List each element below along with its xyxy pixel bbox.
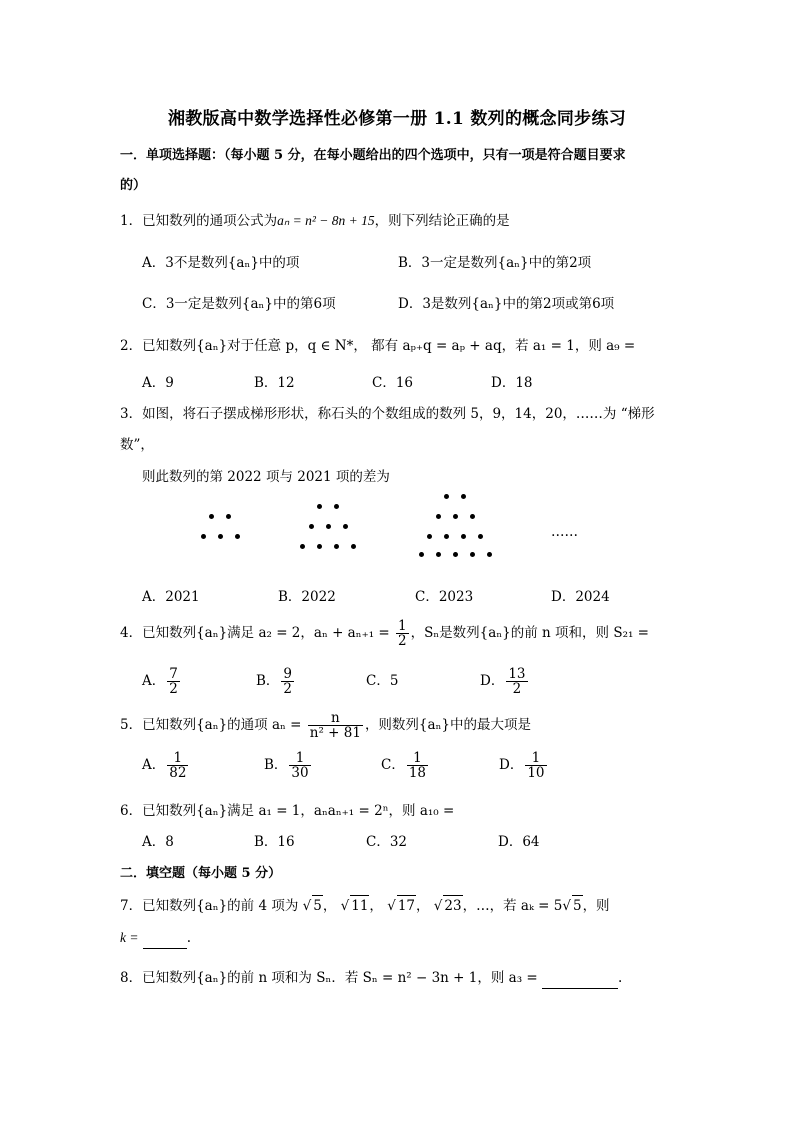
q7-stem-prefix: 7．已知数列{aₙ}的前 4 项为: [120, 898, 299, 914]
q5-stem-prefix: 5．已知数列{aₙ}的通项 aₙ =: [120, 717, 302, 733]
q3-stem-line1: 3．如图，将石子摆成梯形形状，称石头的个数组成的数列 5，9，14，20，……为 “梯形: [120, 406, 655, 422]
stone-dot: [351, 544, 356, 549]
q4-frac-den: 2: [398, 633, 407, 649]
q6-option-c[interactable]: C．32: [366, 834, 408, 850]
q4-option-d-frac: [506, 667, 527, 696]
section1-header: 一．单项选择题：（每小题 5 分，在每小题给出的四个选项中，只有一项是符合题目要求: [120, 148, 626, 163]
q4-option-b-label: B．: [256, 673, 280, 689]
q6-option-a[interactable]: A．8: [142, 834, 174, 850]
stone-dot: [478, 534, 483, 539]
q7-period: .: [186, 930, 192, 946]
section2-header: 二．填空题（每小题 5 分）: [120, 866, 282, 881]
stone-dot: [201, 534, 206, 539]
q5-option-a-frac: [167, 751, 188, 780]
stone-dot: [334, 544, 339, 549]
q4-frac-num: 1: [398, 618, 407, 634]
frac-den: 30: [291, 765, 309, 781]
q7-root-4: 23: [443, 895, 462, 916]
q5-stem-suffix: ，则数列{aₙ}中的最大项是: [364, 717, 532, 733]
q1-option-c[interactable]: C．3一定是数列{aₙ}中的第6项: [142, 296, 336, 312]
stone-dot: [436, 552, 441, 557]
stone-dot: [470, 514, 475, 519]
stone-dot: [235, 534, 240, 539]
q7-answer-blank[interactable]: [143, 928, 187, 949]
q4-option-c[interactable]: C．5: [366, 673, 399, 689]
q5-fraction: [308, 711, 363, 740]
q7-root-3: 17: [397, 895, 416, 916]
q7-root-2: 11: [350, 895, 369, 916]
q7-root-5: 5: [572, 895, 583, 916]
stone-dot: [444, 494, 449, 499]
stone-dot: [317, 504, 322, 509]
stone-dot: [343, 524, 348, 529]
stone-dot: [209, 514, 214, 519]
q4-option-b[interactable]: [256, 664, 296, 698]
q1-option-d[interactable]: D．3是数列{aₙ}中的第2项或第6项: [398, 296, 615, 312]
q3-figure-ellipsis: ……: [551, 524, 578, 540]
q4-option-d-label: D．: [480, 673, 505, 689]
q1-option-b[interactable]: B．3一定是数列{aₙ}中的第2项: [398, 255, 592, 271]
q2-option-d[interactable]: D．18: [491, 375, 533, 391]
q6-option-d[interactable]: D．64: [498, 834, 540, 850]
frac-num: 1: [289, 751, 310, 766]
q7-root-1: 5: [312, 895, 323, 916]
q4-option-a-label: A．: [142, 673, 166, 689]
stone-dot: [453, 552, 458, 557]
q6-stem: 6．已知数列{aₙ}满足 a₁ = 1，aₙaₙ₊₁ = 2ⁿ，则 a₁₀ =: [120, 803, 455, 819]
q2-stem: 2．已知数列{aₙ}对于任意 p，q ∈ N*， 都有 aₚ₊q = aₚ + aq，若 a₁ = 1，则 a₉ =: [120, 338, 636, 354]
stone-dot: [453, 514, 458, 519]
q1-option-a[interactable]: A．3不是数列{aₙ}中的项: [142, 255, 300, 271]
stone-dot: [218, 534, 223, 539]
frac-num: 1: [167, 751, 188, 766]
q4-option-a-frac: [167, 667, 180, 696]
stone-dot: [461, 534, 466, 539]
q5-option-c[interactable]: [381, 748, 430, 782]
page-title: 湘教版高中数学选择性必修第一册 1.1 数列的概念同步练习: [167, 109, 627, 129]
q5-option-d-label: D．: [499, 757, 524, 773]
q5-option-a[interactable]: [142, 748, 190, 782]
q3-stem-line3: 则此数列的第 2022 项与 2021 项的差为: [142, 469, 390, 485]
q5-option-c-label: C．: [381, 757, 405, 773]
q5-stem: [120, 708, 531, 742]
stone-dot: [470, 552, 475, 557]
q6-option-b[interactable]: B．16: [254, 834, 295, 850]
stone-dot: [461, 494, 466, 499]
q4-option-d[interactable]: [480, 664, 530, 698]
q8-answer-blank[interactable]: [542, 968, 618, 989]
frac-num: 9: [283, 666, 293, 682]
q7-stem-mid: ，…，若 aₖ = 5: [462, 898, 563, 914]
frac-den: 18: [408, 765, 427, 781]
frac-den: 82: [169, 765, 187, 781]
stone-dot: [334, 504, 339, 509]
q8-stem: [120, 968, 622, 989]
frac-den: 2: [512, 681, 522, 697]
q5-option-b-frac: [289, 751, 310, 780]
q5-frac-den: n² + 81: [309, 725, 361, 741]
q1-stem: [120, 211, 510, 231]
q2-option-a[interactable]: A．9: [142, 375, 174, 391]
stone-dot: [309, 524, 314, 529]
q7-k-label: k =: [120, 930, 139, 945]
frac-den: 10: [527, 765, 545, 781]
q1-stem-suffix: ，则下列结论正确的是: [374, 213, 510, 229]
q5-option-d-frac: [525, 751, 546, 780]
q5-option-d[interactable]: [499, 748, 549, 782]
q8-period: .: [618, 970, 623, 986]
q7-stem: 7．已知数列{aₙ}的前 4 项为 √ 5， √ 11， √ 17， √ 23，…，若 aₖ = 5√ 5，则: [120, 895, 610, 916]
stone-dot: [300, 544, 305, 549]
q5-frac-num: n: [308, 711, 363, 726]
q1-stem-prefix: 1．已知数列的通项公式为: [120, 213, 278, 229]
stone-dot: [326, 524, 331, 529]
section1-header-cont: 的）: [120, 178, 147, 193]
stone-dot: [317, 544, 322, 549]
frac-num: 13: [508, 666, 526, 682]
stone-dot: [419, 552, 424, 557]
q5-option-b-label: B．: [264, 757, 288, 773]
q4-option-b-frac: [281, 667, 294, 696]
stone-dot: [444, 534, 449, 539]
q4-fraction: [396, 619, 409, 648]
stone-dot: [436, 514, 441, 519]
q3-option-a[interactable]: A．2021: [142, 589, 200, 605]
frac-num: 1: [407, 751, 428, 766]
q5-option-a-label: A．: [142, 757, 166, 773]
frac-den: 2: [169, 681, 178, 697]
q5-option-b[interactable]: [264, 748, 313, 782]
q3-option-d[interactable]: D．2024: [551, 589, 610, 605]
q1-formula: aₙ = n² − 8n + 15: [277, 213, 375, 228]
q8-stem-text: 8．已知数列{aₙ}的前 n 项和为 Sₙ．若 Sₙ = n² − 3n + 1，则 a₃ =: [120, 970, 538, 986]
q7-stem-end: ，则: [582, 898, 610, 914]
q4-stem-prefix: 4．已知数列{aₙ}满足 a₂ = 2，aₙ + aₙ₊₁ =: [120, 625, 390, 641]
q3-option-b[interactable]: B．2022: [278, 589, 336, 605]
q5-option-c-frac: [407, 751, 428, 780]
stone-dot: [226, 514, 231, 519]
q3-stem-line2: 数”，: [120, 437, 154, 453]
q4-stem: [120, 616, 649, 650]
q2-option-c[interactable]: C．16: [372, 375, 414, 391]
stone-dot: [487, 552, 492, 557]
q3-option-c[interactable]: C．2023: [415, 589, 474, 605]
q7-answer-line: [120, 928, 191, 949]
frac-den: 2: [283, 681, 293, 697]
frac-num: 7: [169, 666, 178, 682]
q2-option-b[interactable]: B．12: [254, 375, 295, 391]
q4-stem-suffix: ，Sₙ是数列{aₙ}的前 n 项和，则 S₂₁ =: [410, 625, 649, 641]
frac-num: 1: [525, 751, 546, 766]
stone-dot: [427, 534, 432, 539]
q4-option-a[interactable]: [142, 664, 182, 698]
